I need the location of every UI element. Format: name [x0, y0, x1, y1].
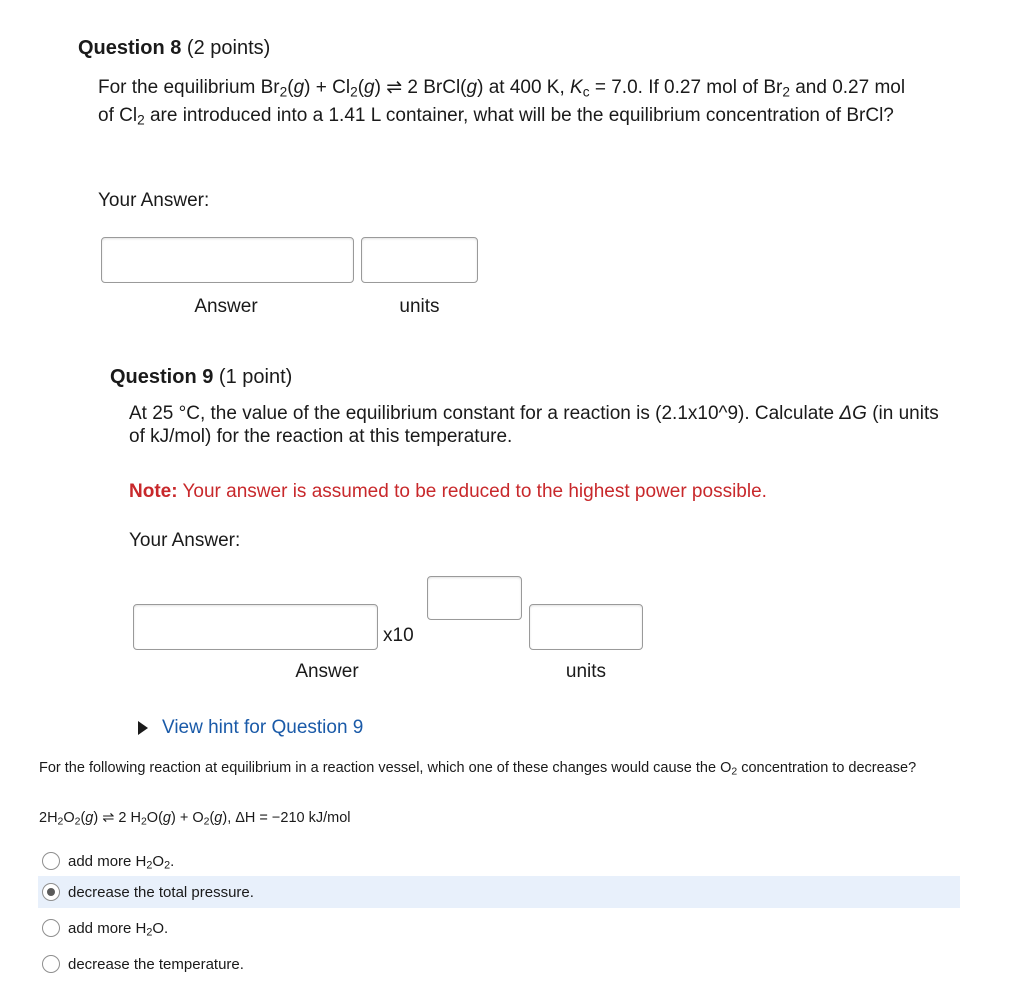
question-8-units-caption: units	[399, 296, 440, 317]
view-hint-link[interactable]	[138, 717, 363, 739]
question-10-prompt: For the following reaction at equilibrium in a reaction vessel, which one of these changes would cause the $O_2$ concentration to decrease?	[39, 760, 917, 778]
option-add-more-h2o2[interactable]	[38, 845, 960, 877]
question-9-units-input[interactable]	[529, 604, 643, 650]
disclosure-triangle-icon	[138, 721, 148, 735]
radio-dot-icon	[47, 888, 55, 896]
option-label: decrease the temperature.	[68, 955, 244, 973]
question-9-exponent-input[interactable]	[427, 576, 522, 620]
times-ten-label: x10	[383, 625, 414, 646]
question-9-title: Question 9 (1 point)	[110, 366, 293, 388]
question-9-units-caption: units	[565, 661, 607, 682]
question-10-reaction: $2H_2O_2(g)$ ⇌ 2 $H_2O(g) + O_2(g)$, ΔH = −210 kJ/mol	[39, 810, 351, 828]
question-8-answer-caption: Answer	[194, 296, 258, 317]
option-decrease-temperature[interactable]	[38, 948, 960, 980]
option-label: add more $H_2O_2$.	[68, 852, 175, 872]
option-label: decrease the total pressure.	[68, 883, 254, 901]
question-8-title: Question 8 (2 points)	[78, 37, 271, 59]
option-label: add more $H_2O$.	[68, 919, 169, 939]
radio-button[interactable]	[42, 919, 60, 937]
question-8-answer-input[interactable]	[101, 237, 354, 283]
question-9-note: Note: Your answer is assumed to be reduced to the highest power possible.	[129, 481, 767, 502]
radio-button-selected[interactable]	[42, 883, 60, 901]
question-8-prompt: For the equilibrium $Br_2(g) + Cl_2(g)$ ⇌ 2 BrCl(g) at 400 K, $K_c = 7.0$. If 0.27 mol of $Br_2$ and 0.27 mol of $Cl_2$ are introduced into a 1.41 L container, what will be the equilibrium concentration of BrCl?	[98, 77, 906, 128]
option-decrease-total-pressure[interactable]	[38, 876, 960, 908]
question-9-your-answer-label: Your Answer:	[129, 530, 241, 551]
radio-button[interactable]	[42, 852, 60, 870]
question-9-answer-input[interactable]	[133, 604, 378, 650]
question-9-answer-caption: Answer	[295, 661, 359, 682]
option-add-more-h2o[interactable]	[38, 912, 960, 944]
question-8-your-answer-label: Your Answer:	[98, 190, 210, 211]
view-hint-label: View hint for Question 9	[162, 717, 364, 738]
radio-button[interactable]	[42, 955, 60, 973]
question-9-prompt: At 25 °C, the value of the equilibrium constant for a reaction is (2.1x10^9). Calculate ΔG (in units of kJ/mol) for the reaction at this temperature.	[129, 403, 939, 447]
question-8-units-input[interactable]	[361, 237, 478, 283]
